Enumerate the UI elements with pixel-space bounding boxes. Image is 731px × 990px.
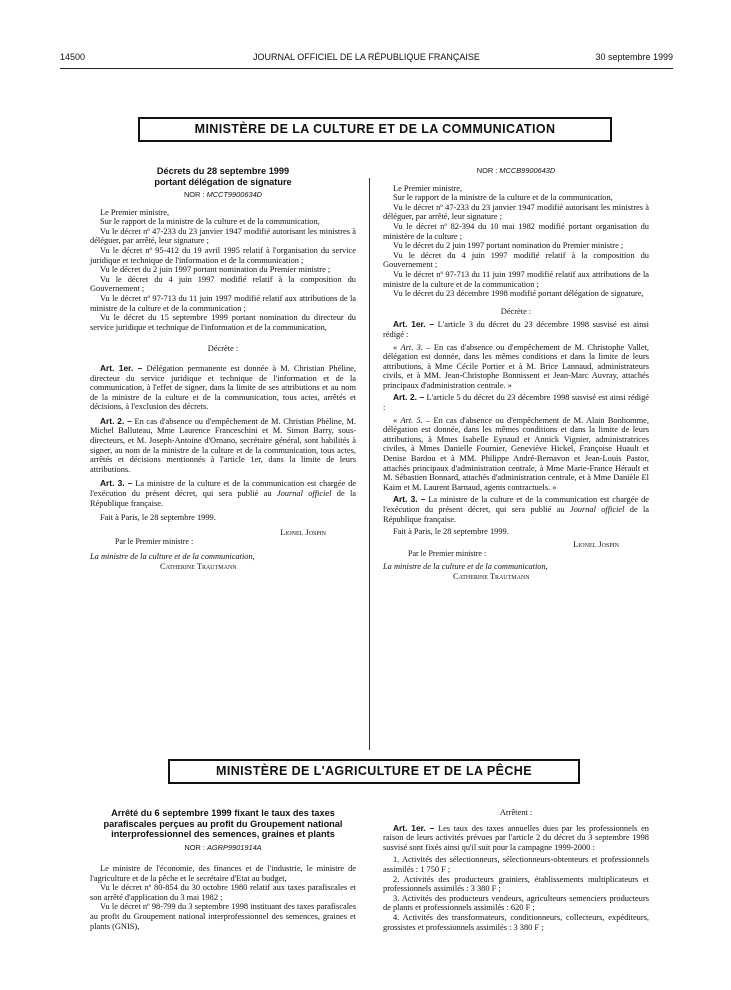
date-place: Fait à Paris, le 28 septembre 1999. bbox=[100, 513, 216, 523]
header-rule bbox=[60, 68, 673, 69]
quoted-article-3: « Art. 3. – En cas d'absence ou d'empêchement de M. Christophe Vallet, délégation est donnée, dans les mêmes conditions et dans la limite de leurs attributions, à Mme Cécile Portier et à M. Brice Lannaud, administrateurs civils, et à MM. Jean-Christophe Bonnissent et Jean-Marc Auvray, attachés principaux d'administration centrale. » bbox=[383, 342, 650, 390]
column-divider bbox=[369, 178, 370, 750]
paragraph: Sur le rapport de la ministre de la culture et de la communication, bbox=[100, 217, 320, 227]
minister-title: La ministre de la culture et de la communication, bbox=[90, 552, 255, 561]
paragraph: Vu le décret nº 47-233 du 23 janvier 1947 modifié autorisant les ministres à déléguer, par arrêté, leur signature ; bbox=[90, 226, 356, 246]
article-2: Art. 2. – En cas d'absence ou d'empêchement de M. Christian Phéline, M. Michel Balluteau, Mme Laurence Franceschini et M. Simon Barry, sous-directeurs, et M. Joseph-Antoine d'Ornano, secrétaire général, sont habilités à signer, au nom de la ministre de la culture et de la communication, tous actes, arrêtés et décisions mentionnés à l'article 1er, dans la limite de leurs attributions. bbox=[90, 415, 356, 474]
paragraph: Vu le décret du 23 décembre 1998 modifié portant délégation de signature, bbox=[393, 289, 644, 299]
list-item: 3. Activités des producteurs vendeurs, agriculteurs semenciers producteurs de plants et professionnels assimilés : 620 F ; bbox=[383, 893, 649, 913]
article-1: Art. 1er. – L'article 3 du décret du 23 décembre 1998 susvisé est ainsi rédigé : bbox=[383, 319, 649, 339]
arrete-right-column bbox=[383, 808, 649, 932]
date-place: Fait à Paris, le 28 septembre 1999. bbox=[393, 527, 509, 537]
by-prime-minister: Par le Premier ministre : bbox=[408, 549, 487, 559]
journal-title: JOURNAL OFFICIEL DE LA RÉPUBLIQUE FRANÇAISE bbox=[253, 52, 480, 62]
article-2: Art. 2. – L'article 5 du décret du 23 décembre 1998 susvisé est ainsi rédigé : bbox=[383, 392, 649, 413]
decree-right-column bbox=[383, 166, 649, 581]
paragraph: Vu le décret nº 97-713 du 11 juin 1997 modifié relatif aux attributions de la ministre de la culture et de la communication ; bbox=[90, 293, 356, 313]
decree-left-column bbox=[90, 166, 356, 571]
nor-reference: NOR : AGRP9901914A bbox=[184, 842, 262, 852]
arrete-title: Arrêté du 6 septembre 1999 fixant le taux des taxes parafiscales perçues au profit du Groupement national interprofessionnel des semences, graines et plants bbox=[103, 808, 343, 839]
issue-date: 30 septembre 1999 bbox=[595, 52, 673, 62]
paragraph: Le Premier ministre, bbox=[100, 207, 170, 217]
paragraph: Vu le décret nº 47-233 du 23 janvier 1947 modifié autorisant les ministres à déléguer, par arrêté, leur signature ; bbox=[383, 202, 649, 222]
paragraph: Vu le décret du 15 septembre 1999 portant nomination du directeur du service juridique et technique de l'information et de la communication, bbox=[90, 313, 356, 332]
decrete-heading: Décrète : bbox=[500, 306, 532, 316]
paragraph: Vu le décret nº 80-854 du 30 octobre 1980 relatif aux taxes parafiscales et son arrêté d'application du 3 mai 1982 ; bbox=[90, 883, 356, 902]
quoted-article-5: « Art. 5. – En cas d'absence ou d'empêchement de M. Alain Bonhomme, délégation est donnée, dans les mêmes conditions et dans la limite de leurs attributions, à Mmes Isabelle Eynaud et Annick Vignier, administratrices civiles, à Mmes Danielle Fournier, Geneviève Hickel, Françoise Huault et Denise Bardou et à MM. Philippe André-Bernavon et Jean-Louis Pastor, attachés principaux d'administration centrale, à Mme Marie-France Hérault et M. Sébastien Bonnard, attachés d'administration centrale, et à Mme Danièle El Kaim et M. Laurent Barnaud, agents contractuels. » bbox=[383, 415, 649, 492]
minister-title: La ministre de la culture et de la communication, bbox=[383, 561, 548, 571]
signature-prime-minister: Lionel Jospin bbox=[280, 527, 326, 537]
minister-name: Catherine Trautmann bbox=[160, 561, 237, 571]
paragraph: Vu le décret nº 98-799 du 3 septembre 1998 instituant des taxes parafiscales au profit du Groupement national interprofessionnel des semences, graines et plants (GNIS), bbox=[90, 902, 356, 931]
article-1: Art. 1er. – Délégation permanente est donnée à M. Christian Phéline, directeur du service juridique et technique de l'information et de la communication, à l'effet de signer, dans la limite de ses attributions et au nom de la ministre de la culture et de la communication, tous actes, arrêtés et décisions, à l'exclusion des décrets. bbox=[90, 362, 356, 412]
page-header bbox=[60, 52, 673, 66]
nor-reference: NOR : MCCB9900643D bbox=[476, 166, 556, 175]
paragraph: Vu le décret nº 97-713 du 11 juin 1997 modifié relatif aux attributions de la ministre de la culture et de la communication ; bbox=[383, 269, 649, 289]
paragraph: Le Premier ministre, bbox=[393, 183, 463, 193]
by-prime-minister: Par le Premier ministre : bbox=[115, 537, 194, 547]
list-item: 1. Activités des sélectionneurs, sélectionneurs-obtenteurs et professionnels assimilés : 1 750 F ; bbox=[383, 855, 649, 874]
ministry-heading-agriculture: MINISTÈRE DE L'AGRICULTURE ET DE LA PÊCHE bbox=[168, 759, 580, 784]
article-1: Art. 1er. – Les taux des taxes annuelles dues par les professionnels en raison de leurs activités prévues par l'article 2 du décret du 3 septembre 1998 susvisé sont fixés ainsi qu'il suit pour la campagne 1999-2000 : bbox=[383, 822, 649, 852]
paragraph: Vu le décret du 2 juin 1997 portant nomination du Premier ministre ; bbox=[393, 241, 624, 251]
paragraph: Le ministre de l'économie, des finances et de l'industrie, le ministre de l'agriculture et de la pêche et le secrétaire d'Etat au budget, bbox=[90, 864, 356, 883]
article-3: Art. 3. – La ministre de la culture et de la communication est chargée de l'exécution du présent décret, qui sera publié au Journal officiel de la République française. bbox=[90, 478, 357, 508]
signature-prime-minister: Lionel Jospin bbox=[573, 539, 619, 549]
decrete-heading: Décrète : bbox=[207, 344, 239, 354]
paragraph: Vu le décret du 4 juin 1997 modifié relatif à la composition du Gouvernement ; bbox=[383, 250, 649, 270]
nor-reference: NOR : MCCT9900634D bbox=[183, 190, 263, 199]
paragraph: Vu le décret nº 95-412 du 19 avril 1995 relatif à l'organisation du service juridique et technique de l'information et de la communication ; bbox=[90, 245, 356, 265]
paragraph: Sur le rapport de la ministre de la culture et de la communication, bbox=[393, 193, 613, 203]
list-item: 4. Activités des transformateurs, conditionneurs, collecteurs, expéditeurs, grossistes et professionnels assimilés : 3 380 F ; bbox=[383, 912, 649, 932]
arretent-heading: Arrêtent : bbox=[499, 808, 533, 817]
arrete-left-column bbox=[90, 808, 356, 931]
paragraph: Vu le décret du 4 juin 1997 modifié relatif à la composition du Gouvernement ; bbox=[90, 274, 356, 294]
decree-title: Décrets du 28 septembre 1999 portant délégation de signature bbox=[154, 166, 292, 187]
article-3: Art. 3. – La ministre de la culture et de la communication est chargée de l'exécution du présent décret, qui sera publié au Journal officiel de la République française. bbox=[383, 494, 650, 524]
page-number: 14500 bbox=[60, 52, 86, 62]
paragraph: Vu le décret nº 82-394 du 10 mai 1982 modifié portant organisation du ministère de la culture ; bbox=[383, 221, 649, 241]
ministry-heading-culture: MINISTÈRE DE LA CULTURE ET DE LA COMMUNICATION bbox=[138, 117, 612, 142]
minister-name: Catherine Trautmann bbox=[453, 571, 530, 581]
list-item: 2. Activités des producteurs grainiers, établissements multiplicateurs et professionnels assimilés : 3 380 F ; bbox=[383, 874, 649, 894]
paragraph: Vu le décret du 2 juin 1997 portant nomination du Premier ministre ; bbox=[100, 265, 331, 275]
